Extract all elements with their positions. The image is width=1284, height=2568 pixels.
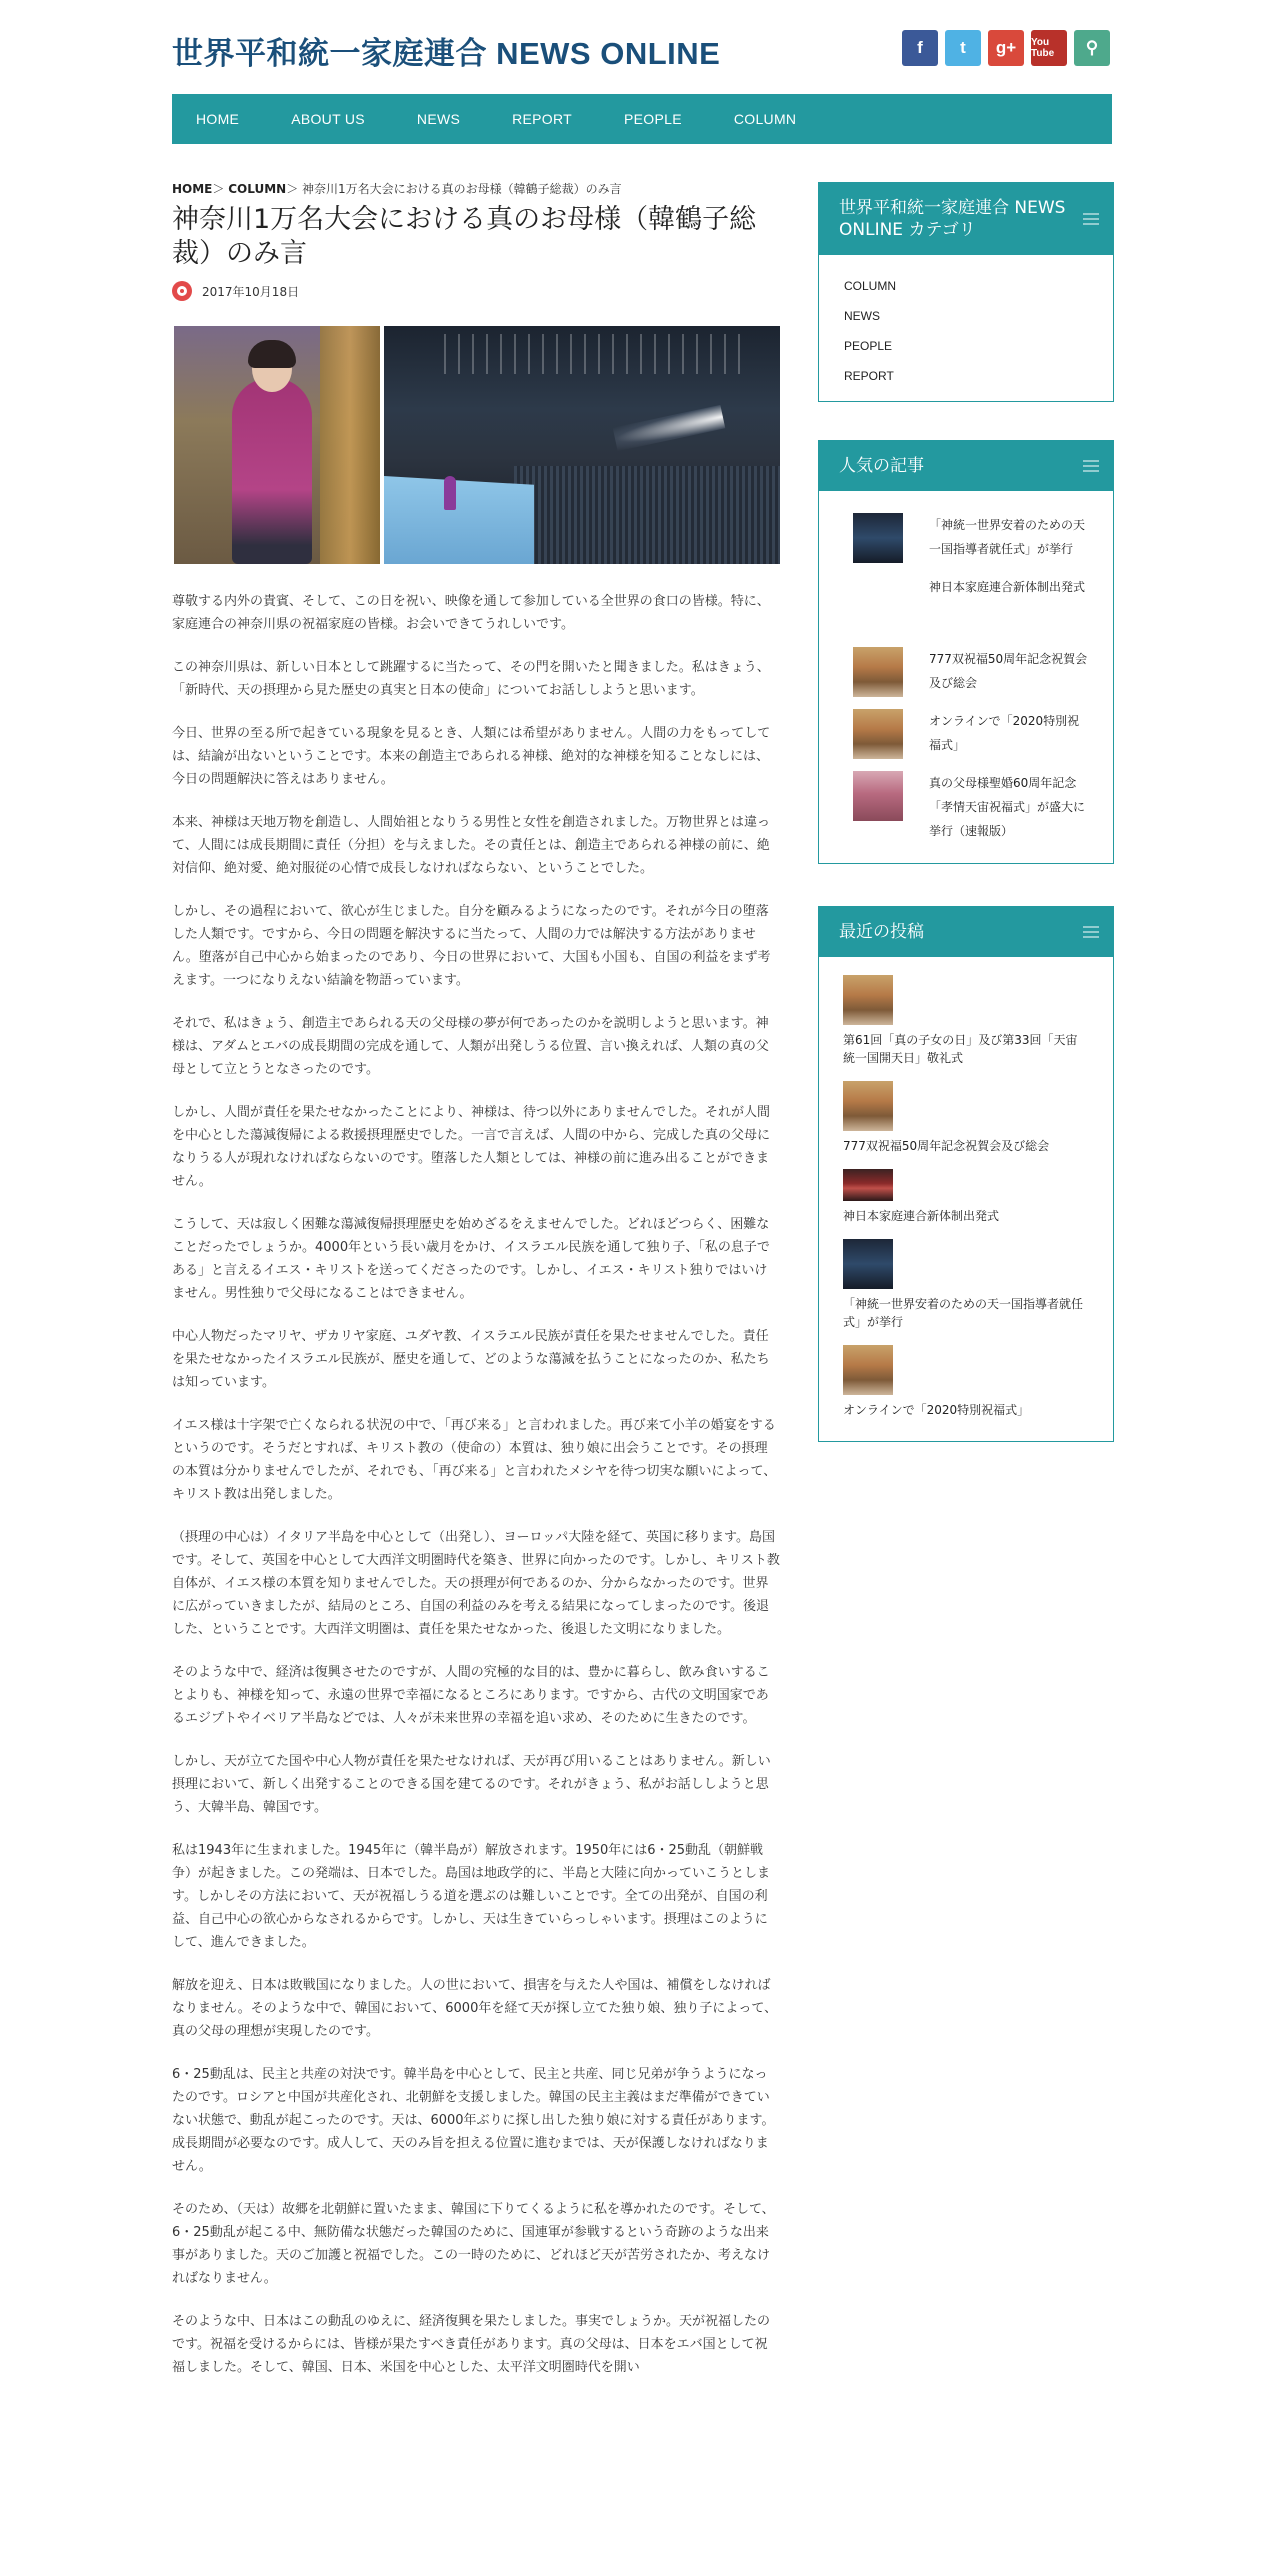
- article-paragraph: 中心人物だったマリヤ、ザカリヤ家庭、ユダヤ教、イスラエル民族が責任を果たせませんでした。責任を果たせなかったイスラエル民族が、歴史を通して、どのような蕩減を払うことになったのか、私たちは知っています。: [172, 1329, 770, 1390]
- google-plus-icon[interactable]: g+: [988, 30, 1024, 66]
- breadcrumb-current: 神奈川1万名大会における真のお母様（韓鶴子総裁）のみ言: [302, 182, 622, 196]
- recent-list: [819, 957, 1113, 1441]
- recent-posts-widget: [818, 906, 1114, 1442]
- recent-item[interactable]: [843, 1239, 1089, 1331]
- recent-item[interactable]: [843, 1169, 1089, 1225]
- popular-item[interactable]: [853, 771, 1089, 843]
- recent-title-text: 最近の投稿: [839, 922, 924, 942]
- article-paragraph: この神奈川県は、新しい日本として跳躍するに当たって、その門を開いたと聞きました。私はきょう、「新時代、天の摂理から見た歴史の真実と日本の使命」についてお話ししようと思います。: [172, 660, 770, 698]
- popular-posts-widget: [818, 440, 1114, 864]
- menu-icon: [1083, 213, 1099, 225]
- article-body: [172, 590, 780, 2399]
- post-thumbnail-empty: [853, 575, 903, 625]
- breadcrumb-column[interactable]: COLUMN: [228, 182, 287, 196]
- article-paragraph: そのような中で、経済は復興させたのですが、人間の究極的な目的は、豊かに暮らし、飲み食いすることよりも、神様を知って、永遠の世界で幸福になるところにあります。ですから、古代の文明国家であるエジプトやイベリア半島などでは、人々が未来世界の幸福を追い求め、そのために生きたのです。: [172, 1665, 770, 1726]
- breadcrumb-home[interactable]: HOME: [172, 182, 213, 196]
- photo-convention-hall: [384, 326, 780, 564]
- post-thumbnail[interactable]: [853, 709, 903, 759]
- article-paragraph: しかし、人間が責任を果たせなかったことにより、神様は、待つ以外にありませんでした。それが人間を中心とした蕩減復帰による救援摂理歴史でした。一言で言えば、人間の中から、完成した真の父母になりうる人が現れなければならないのです。堕落した人類としては、神様の前に進み出ることができません。: [172, 1105, 771, 1189]
- popular-item-title[interactable]: 神日本家庭連合新体制出発式: [929, 580, 1086, 594]
- main-nav: [172, 94, 1112, 144]
- social-links: [902, 30, 1110, 66]
- article-paragraph: そのため、（天は）故郷を北朝鮮に置いたまま、韓国に下りてくるように私を導かれたのです。そして、6・25動乱が起こる中、無防備な状態だった韓国のために、国連軍が参戦するという奇跡のような出来事がありました。天のご加護と祝福でした。この一時のために、どれほど天が苦労されたか、考えなければなりません。: [172, 2202, 775, 2286]
- article-paragraph: （摂理の中心は）イタリア半島を中心として（出発し）、ヨーロッパ大陸を経て、英国に移ります。島国です。そして、英国を中心として大西洋文明圏時代を築き、世界に向かったのです。しかし、キリスト教自体が、イエス様の本質を知りませんでした。天の摂理が何であるのか、分からなかったのです。世界に広がっていきましたが、結局のところ、自国の利益のみを考える結果になってしまったのです。後退した、ということです。大西洋文明圏は、責任を果たせなかった、後退した文明になりました。: [172, 1530, 780, 1637]
- article-photos: [174, 326, 780, 564]
- post-thumbnail[interactable]: [843, 1081, 893, 1131]
- nav-report[interactable]: REPORT: [512, 111, 573, 127]
- recent-item-title[interactable]: 神日本家庭連合新体制出発式: [843, 1209, 1000, 1223]
- breadcrumb-separator: ＞: [286, 182, 299, 196]
- nav-home[interactable]: HOME: [196, 111, 240, 127]
- recent-item-title[interactable]: 第61回「真の子女の日」及び第33回「天宙統一国開天日」敬礼式: [843, 1033, 1078, 1065]
- recent-item[interactable]: [843, 975, 1089, 1067]
- category-item-column[interactable]: COLUMN: [844, 279, 897, 293]
- popular-item-title[interactable]: 真の父母様聖婚60周年記念「孝情天宙祝福式」が盛大に挙行（速報版）: [929, 776, 1086, 838]
- target-icon: [172, 281, 192, 301]
- twitter-icon[interactable]: t: [945, 30, 981, 66]
- post-thumbnail[interactable]: [853, 771, 903, 821]
- post-thumbnail[interactable]: [843, 1345, 893, 1395]
- facebook-icon[interactable]: f: [902, 30, 938, 66]
- nav-column[interactable]: COLUMN: [733, 111, 797, 127]
- youtube-icon[interactable]: You Tube: [1031, 30, 1067, 66]
- recent-item[interactable]: [843, 1345, 1089, 1419]
- site-logo[interactable]: 世界平和統一家庭連合 NEWS ONLINE: [172, 36, 721, 71]
- popular-item[interactable]: [853, 709, 1089, 759]
- recent-item[interactable]: [843, 1081, 1089, 1155]
- article-paragraph: しかし、その過程において、欲心が生じました。自分を顧みるようになったのです。それが今日の堕落した人類です。ですから、今日の問題を解決するに当たって、人間の力では解決する方法がありません。堕落が自己中心から始まったのであり、今日の世界において、大国も小国も、自国の利益をまず考えます。一つになりえない結論を物語っています。: [172, 904, 771, 988]
- post-thumbnail[interactable]: [843, 975, 893, 1025]
- popular-widget-title: [819, 441, 1113, 491]
- article-paragraph: 尊敬する内外の貴賓、そして、この日を祝い、映像を通して参加している全世界の食口の皆様。特に、家庭連合の神奈川県の祝福家庭の皆様。お会いできてうれしいです。: [172, 594, 770, 632]
- article-paragraph: こうして、天は寂しく困難な蕩減復帰摂理歴史を始めざるをえませんでした。どれほどつらく、困難なことだったでしょうか。4000年という長い歳月をかけ、イスラエル民族を通して独り子、「私の息子である」と言えるイエス・キリストを送ってくださったのです。しかし、イエス・キリスト独りではいけません。男性独りで父母になることはできません。: [172, 1217, 770, 1301]
- post-thumbnail[interactable]: [843, 1239, 893, 1289]
- date-text: 2017年10月18日: [202, 284, 300, 299]
- popular-item[interactable]: [853, 647, 1089, 697]
- article-paragraph: 6・25動乱は、民主と共産の対決です。韓半島を中心として、民主と共産、同じ兄弟が争うようになったのです。ロシアと中国が共産化され、北朝鮮を支援しました。韓国の民主主義はまだ準備ができていない状態で、動乱が起こったのです。天は、6000年ぶりに探し出した独り娘に対する責任があります。成長期間が必要なのです。成人して、天のみ旨を担える位置に進むまでは、天が保護しなければなりません。: [172, 2067, 775, 2174]
- category-list: [819, 255, 1113, 401]
- categories-widget: [818, 182, 1114, 402]
- popular-item-title[interactable]: オンラインで「2020特別祝福式」: [929, 714, 1080, 752]
- search-icon[interactable]: ⚲: [1074, 30, 1110, 66]
- breadcrumb: [172, 180, 780, 197]
- recent-item-title[interactable]: 「神統一世界安着のための天一国指導者就任式」が挙行: [843, 1297, 1084, 1329]
- main-content: [172, 180, 780, 2375]
- photo-speaker-portrait: [174, 326, 380, 564]
- category-item-people[interactable]: PEOPLE: [844, 339, 893, 353]
- nav-people[interactable]: PEOPLE: [624, 111, 682, 127]
- article-paragraph: 本来、神様は天地万物を創造し、人間始祖となりうる男性と女性を創造されました。万物世界とは違って、人間には成長期間に責任（分担）を与えました。その責任とは、創造主であられる神様の前に、絶対信仰、絶対愛、絶対服従の心情で成長しなければならない、ということでした。: [172, 815, 771, 876]
- article-date: [172, 281, 780, 301]
- menu-icon: [1083, 460, 1099, 472]
- article-paragraph: 私は1943年に生まれました。1945年に（韓半島が）解放されます。1950年には6・25動乱（朝鮮戦争）が起きました。この発端は、日本でした。島国は地政学的に、半島と大陸に向かっていこうとします。しかしその方法において、天が祝福しうる道を選ぶのは難しいことです。全ての出発が、自国の利益、自己中心の欲心からなされるからです。しかし、天は生きていらっしゃいます。摂理はこのようにして、進んできました。: [172, 1843, 771, 1950]
- article-paragraph: そのような中、日本はこの動乱のゆえに、経済復興を果たしました。事実でしょうか。天が祝福したのです。祝福を受けるからには、皆様が果たすべき責任があります。真の父母は、日本をエバ国として祝福しました。そして、韓国、日本、米国を中心とした、太平洋文明圏時代を開い: [172, 2314, 771, 2375]
- categories-widget-title: [819, 183, 1113, 255]
- article-paragraph: 今日、世界の至る所で起きている現象を見るとき、人類には希望がありません。人間の力をもってしては、結論が出ないということです。本来の創造主であられる神様、絶対的な神様を知ることなしには、今日の問題解決に答えはありません。: [172, 726, 771, 787]
- breadcrumb-separator: ＞: [212, 182, 225, 196]
- nav-about-us[interactable]: ABOUT US: [291, 111, 365, 127]
- article-paragraph: イエス様は十字架で亡くなられる状況の中で、「再び来る」と言われました。再び来て小羊の婚宴をするというのです。そうだとすれば、キリスト教の（使命の）本質は、独り娘に出会うことです。その摂理の本質は分かりませんでしたが、それでも、「再び来る」と言われたメシヤを待つ切実な願いによって、キリスト教は出発しました。: [172, 1418, 777, 1502]
- category-item-news[interactable]: NEWS: [844, 309, 880, 323]
- popular-list: [819, 491, 1113, 863]
- popular-item-title[interactable]: 777双祝福50周年記念祝賀会及び総会: [929, 652, 1088, 690]
- post-thumbnail[interactable]: [853, 647, 903, 697]
- popular-item[interactable]: [853, 575, 1089, 625]
- popular-title-text: 人気の記事: [839, 456, 924, 476]
- post-thumbnail[interactable]: [843, 1169, 893, 1201]
- article-paragraph: それで、私はきょう、創造主であられる天の父母様の夢が何であったのかを説明しようと思います。神様は、アダムとエバの成長期間の完成を通して、人類が出発しうる位置、言い換えれば、人類の真の父母として立とうとなさったのです。: [172, 1016, 769, 1077]
- recent-item-title[interactable]: 777双祝福50周年記念祝賀会及び総会: [843, 1139, 1050, 1153]
- popular-item-title[interactable]: 「神統一世界安着のための天一国指導者就任式」が挙行: [929, 518, 1086, 556]
- article-paragraph: しかし、天が立てた国や中心人物が責任を果たせなければ、天が再び用いることはありません。新しい摂理において、新しく出発することのできる国を建てるのです。それがきょう、私がお話ししようと思う、大韓半島、韓国です。: [172, 1754, 771, 1815]
- recent-widget-title: [819, 907, 1113, 957]
- article-paragraph: 解放を迎え、日本は敗戦国になりました。人の世において、損害を与えた人や国は、補償をしなければなりません。そのような中で、韓国において、6000年を経て天が探し立てた独り娘、独り子によって、真の父母の理想が実現したのです。: [172, 1978, 778, 2039]
- category-item-report[interactable]: REPORT: [844, 369, 894, 383]
- nav-news[interactable]: NEWS: [416, 111, 461, 127]
- recent-item-title[interactable]: オンラインで「2020特別祝福式」: [843, 1403, 1030, 1417]
- popular-item[interactable]: [853, 513, 1089, 563]
- article-title: 神奈川1万名大会における真のお母様（韓鶴子総裁）のみ言: [172, 204, 757, 269]
- categories-title-text: 世界平和統一家庭連合 NEWS ONLINE カテゴリ: [839, 198, 1066, 240]
- post-thumbnail[interactable]: [853, 513, 903, 563]
- menu-icon: [1083, 926, 1099, 938]
